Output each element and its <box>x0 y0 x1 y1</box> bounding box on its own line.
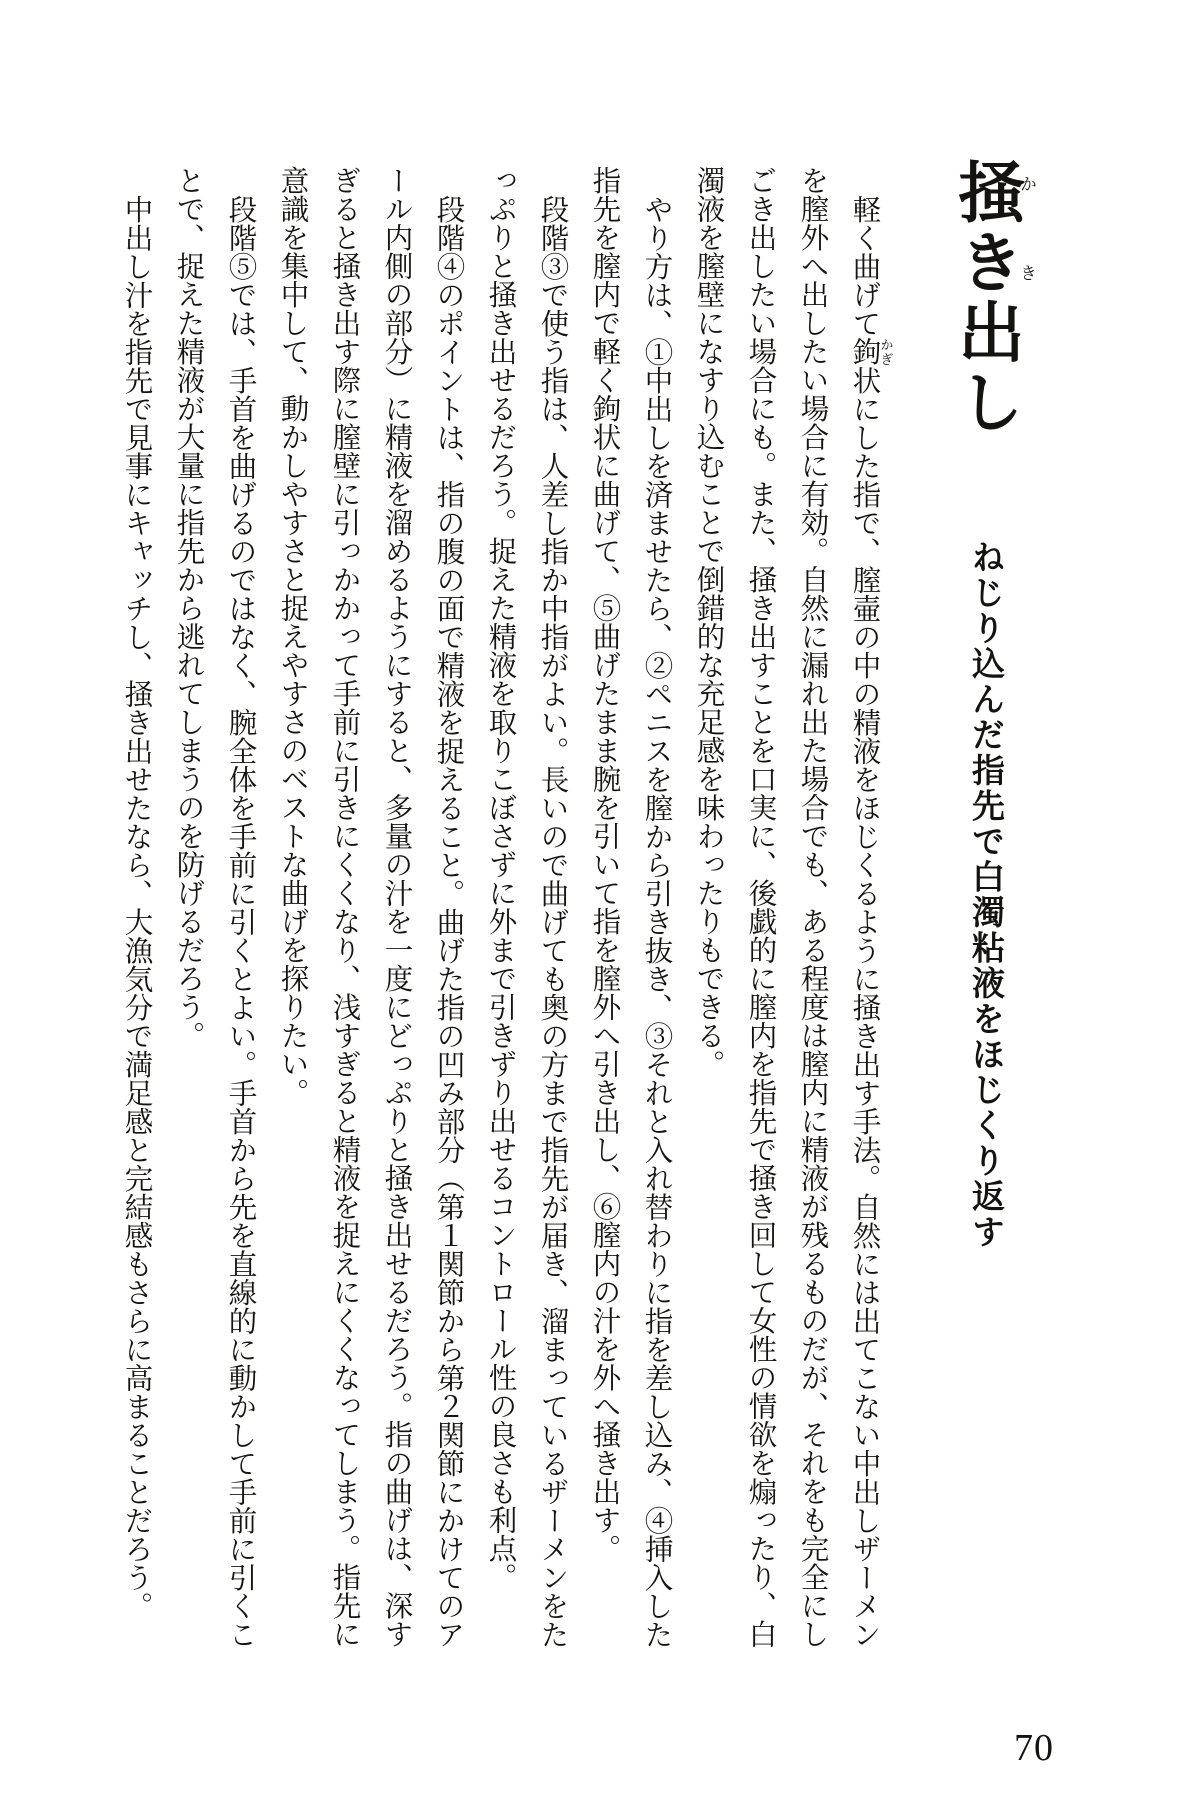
paragraph: 段階④のポイントは、指の腹の面で精液を捉えること。曲げた指の凹み部分（第１関節から第２関節にかけてのアール内側の部分）に精液を溜めるようにすると、多量の汁を一度にどっぷりと掻き出せるだろう。指の曲げは、深すぎると掻き出す際に膣壁に引っかかって手前に引きにくくなり、浅すぎると精液を捉えにくくなってしまう。指先に意識を集中して、動かしやすさと捉えやすさのベストな曲げを探りたい。 <box>276 166 464 1648</box>
paragraph: 段階⑤では、手首を曲げるのではなく、腕全体を手前に引くとよい。手首から先を直線的に動かして手前に引くことで、捉えた精液が大量に指先から逃れてしまうのを防げるだろう。 <box>172 166 256 1648</box>
paragraph: 段階③で使う指は、人差し指か中指がよい。長いので曲げても奥の方まで指先が届き、溜まっているザーメンをたっぷりと掻き出せるだろう。捉えた精液を取りこぼさずに外まで引きずり出せるコントロール性の良さも利点。 <box>484 166 568 1648</box>
paragraph: 軽く曲げて鉤 かぎ状にした指で、膣壷の中の精液をほじくるように掻き出す手法。自然には出てこない中出しザーメンを膣外へ出したい場合に有効。自然に漏れ出た場合でも、ある程度は膣内に精液が残るものだが、それをも完全にしごき出したい場合にも。また、掻き出すことを口実に、後戯的に膣内を指先で掻き回して女性の情欲を煽ったり、白濁液を膣壁になすり込むことで倒錯的な充足感を味わったりもできる。 <box>692 166 894 1648</box>
page-title: 掻きかき出し <box>948 158 1036 438</box>
page-subtitle: ねじり込んだ指先で白濁粘液をほじくり返す <box>967 540 1003 1250</box>
ruby-annotated-text: 掻きかき <box>948 158 1036 298</box>
ruby-annotated-text: 鉤 かぎ <box>848 337 894 366</box>
body-text <box>110 166 894 1648</box>
paragraph: やり方は、①中出しを済ませたら、②ペニスを膣から引き抜き、③それと入れ替わりに指を差し込み、④挿入した指先を膣内で軽く鉤状に曲げて、⑤曲げたまま腕を引いて指を膣外へ引き出し、⑥膣内の汁を外へ掻き出す。 <box>588 166 672 1648</box>
paragraph: 中出し汁を指先で見事にキャッチし、掻き出せたなら、大漁気分で満足感と完結感もさらに高まることだろう。 <box>120 194 152 1620</box>
page-number: 70 <box>1014 1727 1054 1769</box>
